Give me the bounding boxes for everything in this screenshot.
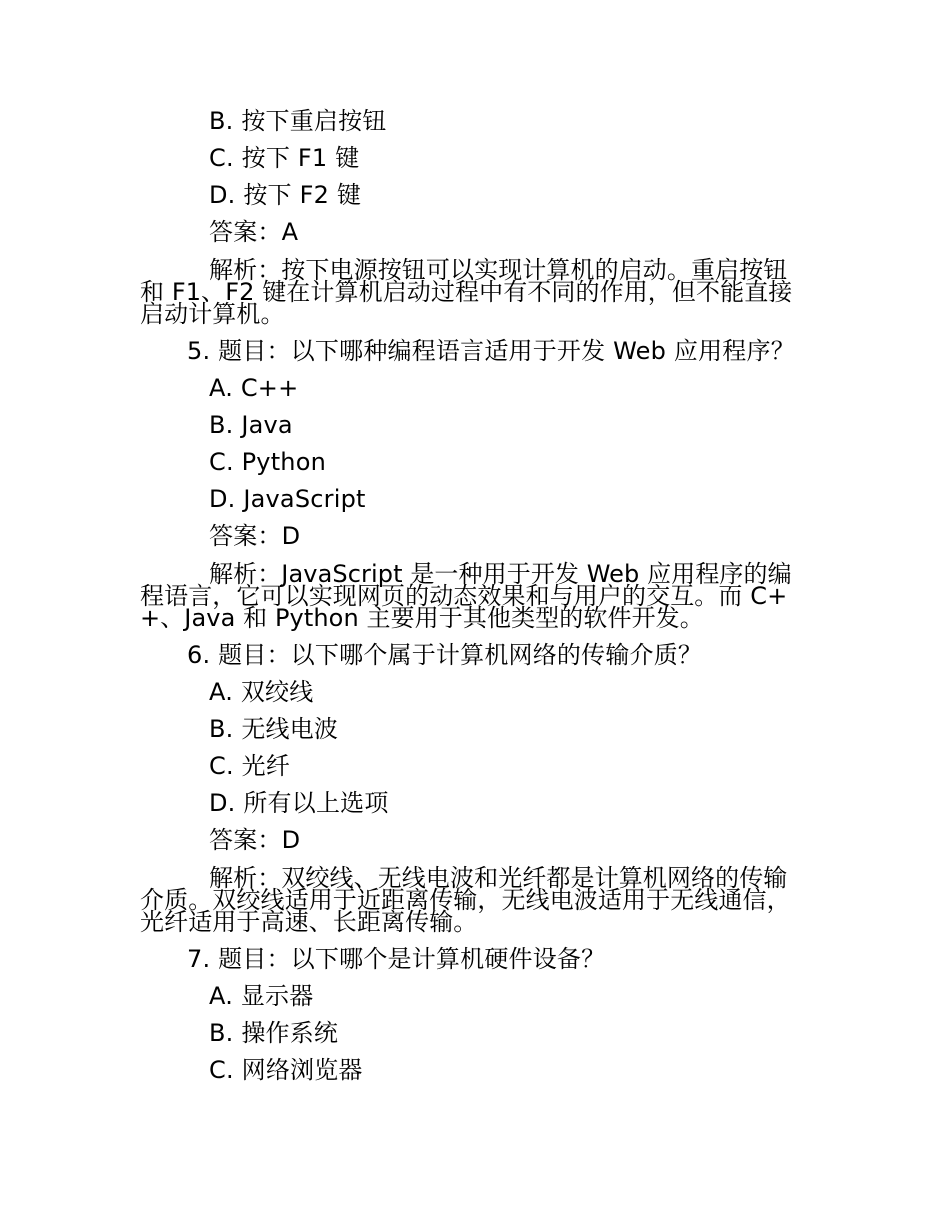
answer: 答案：D [209, 826, 301, 854]
option-b: B. 按下重启按钮 [209, 107, 387, 135]
explanation: 解析：双绞线、无线电波和光纤都是计算机网络的传输介质。双绞线适用于近距离传输，无线电波适用于无线通信，光纤适用于高速、长距离传输。 [140, 864, 791, 936]
option-a: A. 双绞线 [209, 678, 314, 706]
option-c: C. 光纤 [209, 752, 291, 780]
option-a: A. 显示器 [209, 982, 314, 1010]
question-7: 7. 题目：以下哪个是计算机硬件设备？ [187, 945, 606, 973]
option-b: B. 操作系统 [209, 1019, 339, 1047]
option-a: A. C++ [209, 374, 299, 402]
question-6: 6. 题目：以下哪个属于计算机网络的传输介质？ [187, 641, 703, 669]
option-b: B. 无线电波 [209, 715, 339, 743]
answer: 答案：D [209, 522, 301, 550]
answer: 答案：A [209, 218, 299, 246]
option-d: D. 按下 F2 键 [209, 181, 362, 209]
option-d: D. 所有以上选项 [209, 789, 389, 817]
explanation: 解析：JavaScript 是一种用于开发 Web 应用程序的编程语言，它可以实现网页的动态效果和与用户的交互。而 C++、Java 和 Python 主要用于其他类型的软件开发。 [140, 560, 792, 632]
option-d: D. JavaScript [209, 485, 366, 513]
option-b: B. Java [209, 411, 293, 439]
question-5: 5. 题目：以下哪种编程语言适用于开发 Web 应用程序？ [187, 337, 795, 365]
option-c: C. 按下 F1 键 [209, 144, 360, 172]
explanation: 解析：按下电源按钮可以实现计算机的启动。重启按钮和 F1、F2 键在计算机启动过程中有不同的作用，但不能直接启动计算机。 [140, 256, 793, 328]
option-c: C. Python [209, 448, 327, 476]
option-c: C. 网络浏览器 [209, 1056, 363, 1084]
